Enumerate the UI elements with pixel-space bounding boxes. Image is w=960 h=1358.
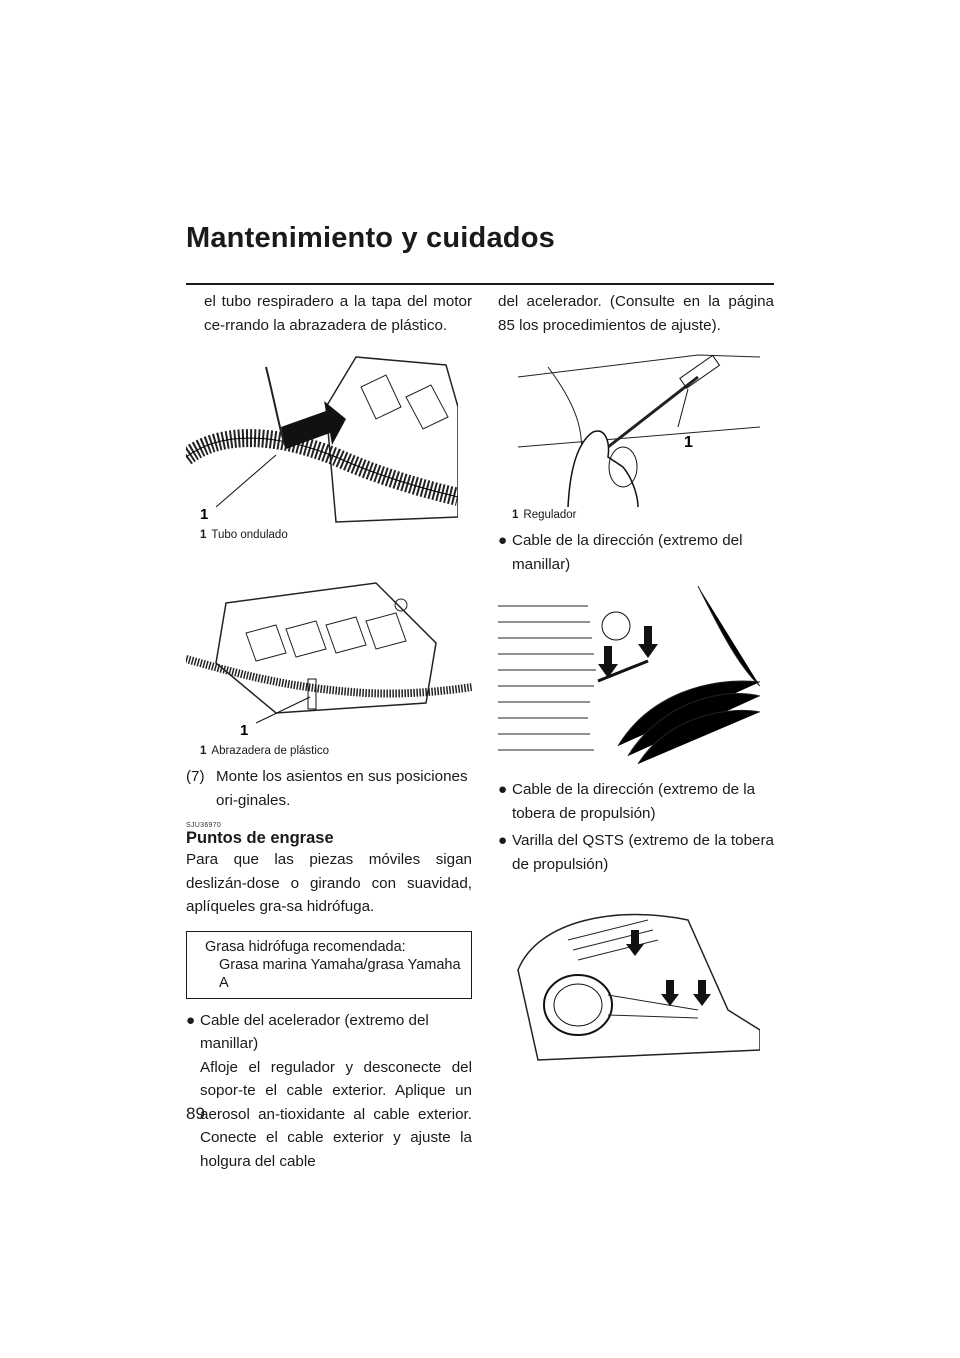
figure2-caption: 1 Abrazadera de plástico xyxy=(200,745,330,757)
regulator-illustration xyxy=(498,347,760,507)
section-code: SJU36970 xyxy=(186,822,222,829)
bullet-qsts-rod: ● Varilla del QSTS (extremo de la tobera de propulsión) xyxy=(498,829,774,876)
bullet-throttle-cable: ● Cable del acelerador (extremo del manillar) Afloje el regulador y desconecte del sopor-te el cable exterior. Aplique un aerosol an-tioxidante al cable exterior. Conecte el cable exterior y ajuste la holgura del cable xyxy=(186,1009,472,1174)
figure-steering-cable xyxy=(498,586,774,766)
step-7: (7) Monte los asientos en sus posiciones ori-ginales. xyxy=(186,768,468,809)
engine-block-illustration xyxy=(186,563,472,743)
jet-nozzle-illustration xyxy=(498,900,760,1070)
bullet-steering-cable-handlebar: ● Cable de la dirección (extremo del manillar) xyxy=(498,529,774,576)
section-body: Para que las piezas móviles sigan deslizán-dose o girando con suavidad, aplíqueles gra-sa hidrófuga. xyxy=(186,851,472,915)
page-number: 89 xyxy=(186,1104,205,1123)
figure-jet-nozzle xyxy=(498,900,774,1070)
section-title: Puntos de engrase xyxy=(186,829,334,847)
page-title: Mantenimiento y cuidados xyxy=(186,222,555,254)
right-column xyxy=(498,290,774,1070)
grease-spec-box: Grasa hidrófuga recomendada: Grasa marina Yamaha/grasa Yamaha A xyxy=(186,931,472,999)
bullet-icon: ● xyxy=(498,832,508,849)
header-rule xyxy=(186,283,774,285)
engine-cover-illustration xyxy=(186,347,458,527)
figure-corrugated-tube xyxy=(186,347,472,541)
bullet-steering-cable-nozzle: ● Cable de la dirección (extremo de la tobera de propulsión) xyxy=(498,778,774,825)
bullet-icon: ● xyxy=(186,1011,196,1029)
figure1-caption: 1 Tubo ondulado xyxy=(200,529,288,541)
figure1-callout: 1 xyxy=(200,506,209,523)
bullet-icon: ● xyxy=(498,781,508,798)
figure3-callout: 1 xyxy=(684,434,693,451)
intro-text: el tubo respiradero a la tapa del motor ce-rrando la abrazadera de plástico. xyxy=(204,293,472,334)
left-column xyxy=(186,290,472,1173)
figure2-callout: 1 xyxy=(240,722,249,739)
figure3-caption: 1 Regulador xyxy=(512,509,577,521)
figure-plastic-clamp xyxy=(186,563,472,757)
continuation-text: del acelerador. (Consulte en la página 85 los procedimientos de ajuste). xyxy=(498,293,774,334)
steering-cable-illustration xyxy=(498,586,760,766)
bullet-icon: ● xyxy=(498,532,508,549)
figure-regulator xyxy=(498,347,774,521)
